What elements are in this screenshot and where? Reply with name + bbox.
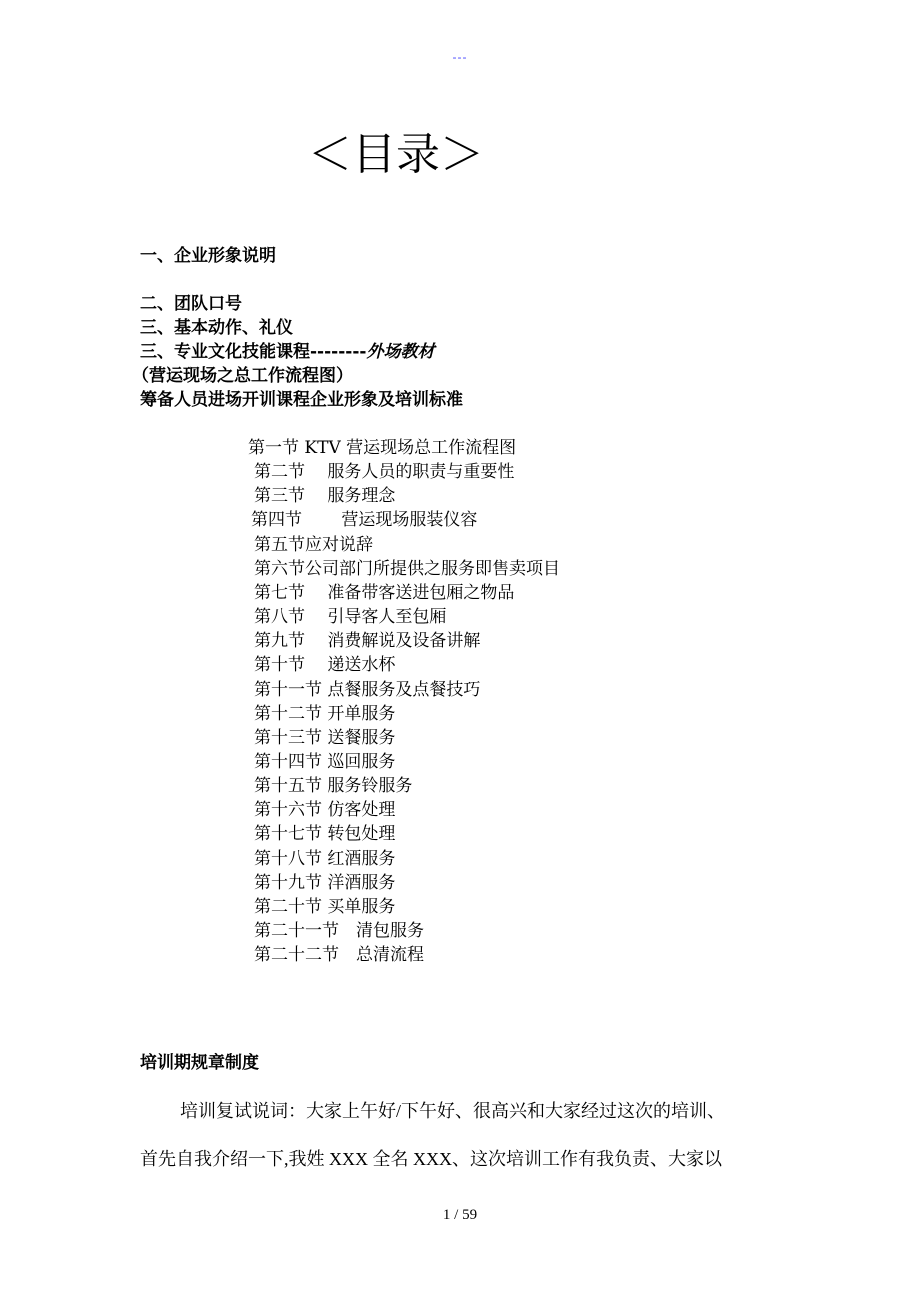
- standard-heading: 筹备人员进场开训课程企业形象及培训标准: [140, 390, 463, 410]
- toc-item: 第二十节 买单服务: [254, 896, 396, 917]
- subtitle: （营运现场之总工作流程图）: [132, 366, 353, 386]
- toc-item: 第十一节 点餐服务及点餐技巧: [254, 679, 481, 700]
- toc-item: 第三节 服务理念: [254, 486, 396, 507]
- toc-item: 第一节 KTV 营运现场总工作流程图: [248, 438, 517, 458]
- toc-item: 第十八节 红酒服务: [254, 848, 396, 869]
- header-mark: ---: [452, 50, 468, 64]
- toc-item: 第十五节 服务铃服务: [254, 776, 413, 797]
- heading-course: [140, 337, 434, 362]
- toc-item: 第十七节 转包处理: [254, 824, 396, 845]
- toc-item: 第十三节 送餐服务: [254, 727, 396, 748]
- toc-item: 第六节公司部门所提供之服务即售卖项目: [254, 558, 560, 579]
- toc-item: 第四节 营运现场服装仪容: [251, 510, 478, 531]
- toc-item: 第五节应对说辞: [254, 534, 373, 555]
- course-italic: 外场教材: [366, 342, 435, 362]
- heading-1: 一、企业形象说明: [140, 246, 276, 266]
- toc-item: 第十四节 巡回服务: [254, 751, 396, 772]
- toc-item: 第二十二节 总清流程: [254, 945, 424, 966]
- paragraph-line-2: 首先自我介绍一下,我姓 XXX 全名 XXX、这次培训工作有我负责、大家以: [140, 1149, 722, 1169]
- rules-heading: 培训期规章制度: [140, 1053, 259, 1073]
- toc-item: 第十六节 仿客处理: [254, 800, 396, 821]
- toc-item: 第十节 递送水杯: [254, 655, 396, 676]
- toc-item: 第七节 准备带客送进包厢之物品: [254, 582, 515, 603]
- paragraph-line-1: 培训复试说词：大家上午好/下午好、很高兴和大家经过这次的培训、: [180, 1101, 725, 1121]
- toc-item: 第八节 引导客人至包厢: [254, 607, 447, 628]
- heading-2: 二、团队口号: [140, 294, 242, 314]
- page-title: ＜目录＞: [308, 129, 484, 180]
- heading-3: 三、基本动作、礼仪: [140, 318, 293, 338]
- toc-item: 第十九节 洋酒服务: [254, 872, 396, 893]
- toc-item: 第十二节 开单服务: [254, 703, 396, 724]
- course-text: 三、专业文化技能课程--------: [140, 342, 367, 362]
- page-number: 1 / 59: [442, 1207, 478, 1223]
- toc-item: 第二节 服务人员的职责与重要性: [254, 462, 515, 483]
- toc-item: 第九节 消费解说及设备讲解: [254, 631, 481, 652]
- toc-item: 第二十一节 清包服务: [254, 921, 424, 941]
